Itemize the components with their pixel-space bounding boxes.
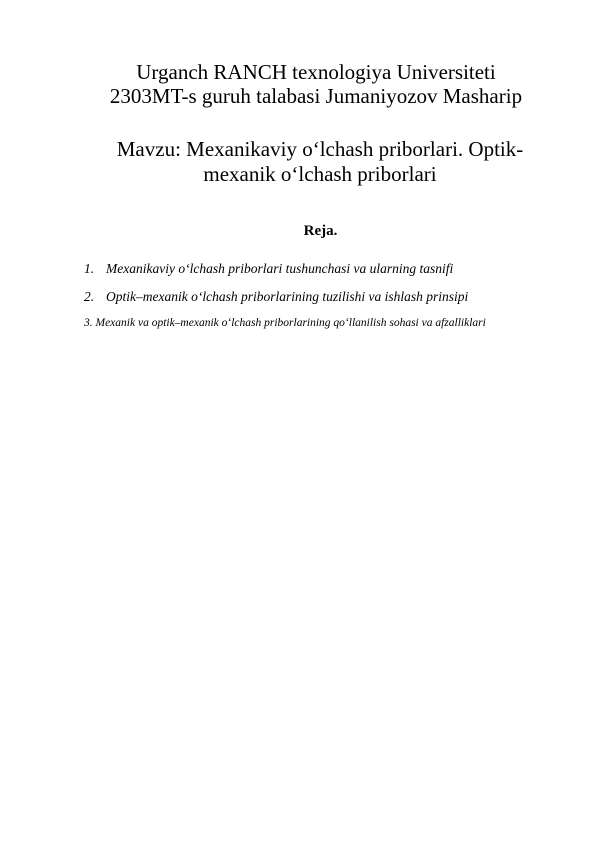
plan-item-text: Mexanik va optik–mexanik o‘lchash priborlarining qo‘llanilish sohasi va afzalliklari: [95, 317, 486, 329]
plan-item-number: 1.: [84, 261, 95, 276]
plan-item-text: Optik–mexanik o‘lchash priborlarining tuzilishi va ishlash prinsipi: [106, 289, 469, 304]
plan-item-number: 2.: [84, 289, 95, 304]
plan-item: [84, 288, 553, 305]
plan-list: [84, 260, 553, 344]
student-info: 2303MT-s guruh talabasi Jumaniyozov Masharip: [109, 84, 523, 108]
university-name: Urganch RANCH texnologiya Universiteti: [136, 60, 496, 84]
plan-item: [84, 260, 553, 277]
topic-heading: Mavzu: Mexanikaviy o‘lchash priborlari. Optik-mexanik o‘lchash priborlari: [116, 137, 524, 186]
plan-item: [84, 314, 553, 333]
plan-title: Reja.: [303, 223, 338, 239]
plan-item-text: Mexanikaviy o‘lchash priborlari tushunchasi va ularning tasnifi: [106, 261, 454, 276]
plan-item-number: 3.: [84, 317, 93, 329]
